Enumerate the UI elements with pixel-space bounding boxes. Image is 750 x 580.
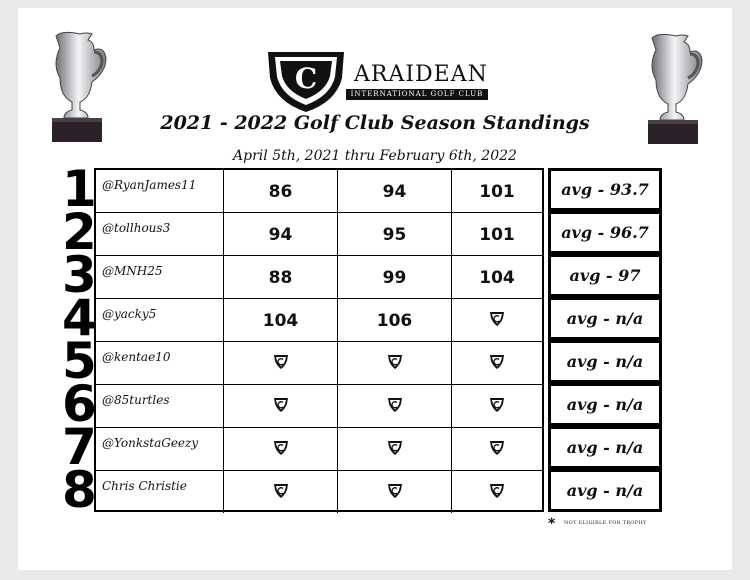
player-name: @yacky5	[102, 307, 157, 321]
table-row	[96, 299, 542, 342]
club-shield-icon	[489, 440, 505, 456]
round-score: 106	[376, 311, 413, 331]
club-shield-icon	[489, 397, 505, 413]
club-shield-icon	[273, 483, 289, 499]
footnote-marker: *	[548, 516, 556, 532]
rank-number: 6	[62, 375, 97, 433]
round-score: 88	[268, 268, 293, 288]
player-name: @tollhous3	[102, 221, 171, 235]
logo-letter: C	[294, 62, 318, 95]
table-row	[96, 213, 542, 256]
table-row	[96, 170, 542, 213]
club-shield-icon	[387, 397, 403, 413]
player-name: @YonkstaGeezy	[102, 436, 199, 450]
rank-number: 2	[62, 203, 97, 261]
brand-name: ARAIDEAN	[354, 62, 488, 87]
player-name: @kentae10	[102, 350, 171, 364]
rank-number: 5	[62, 332, 97, 390]
club-shield-icon	[387, 440, 403, 456]
standings-table	[94, 168, 544, 512]
round-score: 104	[479, 268, 515, 288]
round-score: 86	[268, 182, 293, 202]
average-badge: avg - n/a	[548, 426, 662, 469]
round-score: 95	[382, 225, 407, 245]
average-badge: avg - n/a	[548, 340, 662, 383]
table-row	[96, 256, 542, 299]
rank-number: 4	[62, 289, 97, 347]
round-score: 104	[262, 311, 299, 331]
date-range: April 5th, 2021 thru February 6th, 2022	[233, 148, 517, 164]
rank-number: 1	[62, 160, 97, 218]
club-shield-icon	[273, 354, 289, 370]
round-score: 101	[479, 225, 515, 245]
club-shield-icon	[273, 440, 289, 456]
average-badge: avg - n/a	[548, 383, 662, 426]
club-shield-icon	[489, 483, 505, 499]
table-row	[96, 342, 542, 385]
table-row	[96, 385, 542, 428]
player-name: @MNH25	[102, 264, 163, 278]
table-row	[96, 428, 542, 471]
rank-number: 8	[62, 461, 97, 519]
club-shield-icon	[387, 354, 403, 370]
average-column	[548, 168, 662, 512]
club-shield-icon	[387, 483, 403, 499]
club-shield-icon	[489, 311, 505, 327]
average-badge: avg - n/a	[548, 469, 662, 512]
club-shield-icon	[273, 397, 289, 413]
footnote-text: NOT ELIGIBLE FOR TROPHY	[564, 520, 647, 526]
player-name: @RyanJames11	[102, 178, 197, 192]
rank-number: 3	[62, 246, 97, 304]
player-name: @85turtles	[102, 393, 170, 407]
page-title: 2021 - 2022 Golf Club Season Standings	[160, 112, 590, 134]
round-score: 101	[479, 182, 515, 202]
average-badge: avg - 93.7	[548, 168, 662, 211]
brand-subtitle: INTERNATIONAL GOLF CLUB	[346, 89, 488, 100]
average-badge: avg - 97	[548, 254, 662, 297]
round-score: 94	[382, 182, 407, 202]
club-shield-icon	[489, 354, 505, 370]
table-row	[96, 471, 542, 514]
club-logo	[264, 48, 492, 118]
standings-sheet	[18, 8, 732, 570]
round-score: 94	[268, 225, 293, 245]
average-badge: avg - 96.7	[548, 211, 662, 254]
average-badge: avg - n/a	[548, 297, 662, 340]
club-shield-icon	[264, 48, 348, 114]
player-name: Chris Christie	[102, 479, 187, 493]
round-score: 99	[382, 268, 407, 288]
rank-number: 7	[62, 418, 97, 476]
